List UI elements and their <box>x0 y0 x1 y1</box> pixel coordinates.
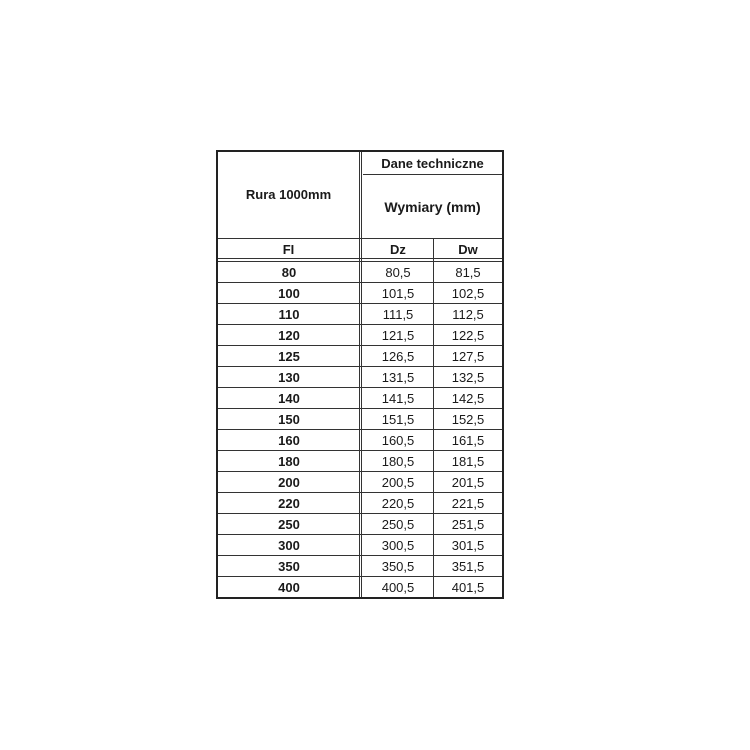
pipe-dimensions-table <box>216 150 504 599</box>
cell-dw: 401,5 <box>451 580 485 595</box>
cell-dw: 251,5 <box>451 517 485 532</box>
table-row <box>218 577 502 598</box>
cell-dz: 160,5 <box>381 433 415 448</box>
cell-dw: 127,5 <box>451 349 485 364</box>
cell-fi: 120 <box>278 328 300 343</box>
cell-fi: 80 <box>281 265 297 280</box>
table-row <box>218 556 502 577</box>
cell-dw: 201,5 <box>451 475 485 490</box>
column-header-dz: Dz <box>390 241 406 257</box>
cell-dw: 142,5 <box>451 391 485 406</box>
cell-fi: 100 <box>278 286 300 301</box>
cell-dz: 111,5 <box>382 307 414 322</box>
cell-fi: 130 <box>278 370 300 385</box>
cell-fi: 200 <box>278 475 300 490</box>
table-row <box>218 493 502 514</box>
table-row <box>218 283 502 304</box>
subgroup-title: Wymiary (mm) <box>384 198 481 215</box>
table-row <box>218 472 502 493</box>
cell-dz: 151,5 <box>381 412 415 427</box>
table-row <box>218 325 502 346</box>
cell-dw: 181,5 <box>451 454 485 469</box>
cell-dz: 126,5 <box>381 349 415 364</box>
cell-dz: 101,5 <box>381 286 415 301</box>
table-row <box>218 451 502 472</box>
column-header-dw: Dw <box>458 241 478 257</box>
cell-dz: 350,5 <box>381 559 415 574</box>
table-row <box>218 262 502 283</box>
cell-fi: 125 <box>278 349 300 364</box>
group-title: Dane techniczne <box>381 155 484 171</box>
cell-dz: 250,5 <box>381 517 415 532</box>
cell-fi: 140 <box>278 391 300 406</box>
cell-fi: 110 <box>278 307 300 322</box>
table-row <box>218 430 502 451</box>
cell-fi: 350 <box>278 559 300 574</box>
cell-dz: 400,5 <box>381 580 415 595</box>
table-row <box>218 514 502 535</box>
cell-fi: 150 <box>278 412 300 427</box>
table-row <box>218 304 502 325</box>
cell-dz: 131,5 <box>381 370 415 385</box>
cell-fi: 250 <box>278 517 300 532</box>
cell-dw: 102,5 <box>451 286 485 301</box>
table-row <box>218 367 502 388</box>
product-title: Rura 1000mm <box>245 186 332 202</box>
cell-dw: 112,5 <box>452 307 484 322</box>
cell-dz: 200,5 <box>381 475 415 490</box>
cell-dw: 122,5 <box>451 328 485 343</box>
cell-dw: 152,5 <box>451 412 485 427</box>
cell-dz: 121,5 <box>381 328 415 343</box>
cell-dz: 141,5 <box>381 391 415 406</box>
cell-dw: 351,5 <box>451 559 485 574</box>
cell-fi: 180 <box>278 454 300 469</box>
table-body <box>218 262 502 598</box>
cell-dz: 300,5 <box>381 538 415 553</box>
column-header-fi: FI <box>282 241 295 257</box>
cell-dw: 161,5 <box>451 433 485 448</box>
cell-fi: 300 <box>278 538 300 553</box>
table-row <box>218 535 502 556</box>
table-row <box>218 346 502 367</box>
cell-dw: 301,5 <box>451 538 485 553</box>
cell-dz: 220,5 <box>381 496 415 511</box>
cell-fi: 160 <box>278 433 300 448</box>
cell-dw: 81,5 <box>455 265 481 280</box>
cell-dw: 132,5 <box>451 370 485 385</box>
cell-dw: 221,5 <box>451 496 485 511</box>
cell-fi: 220 <box>278 496 300 511</box>
cell-dz: 80,5 <box>385 265 411 280</box>
table-row <box>218 388 502 409</box>
cell-fi: 400 <box>278 580 300 595</box>
cell-dz: 180,5 <box>381 454 415 469</box>
table-row <box>218 409 502 430</box>
